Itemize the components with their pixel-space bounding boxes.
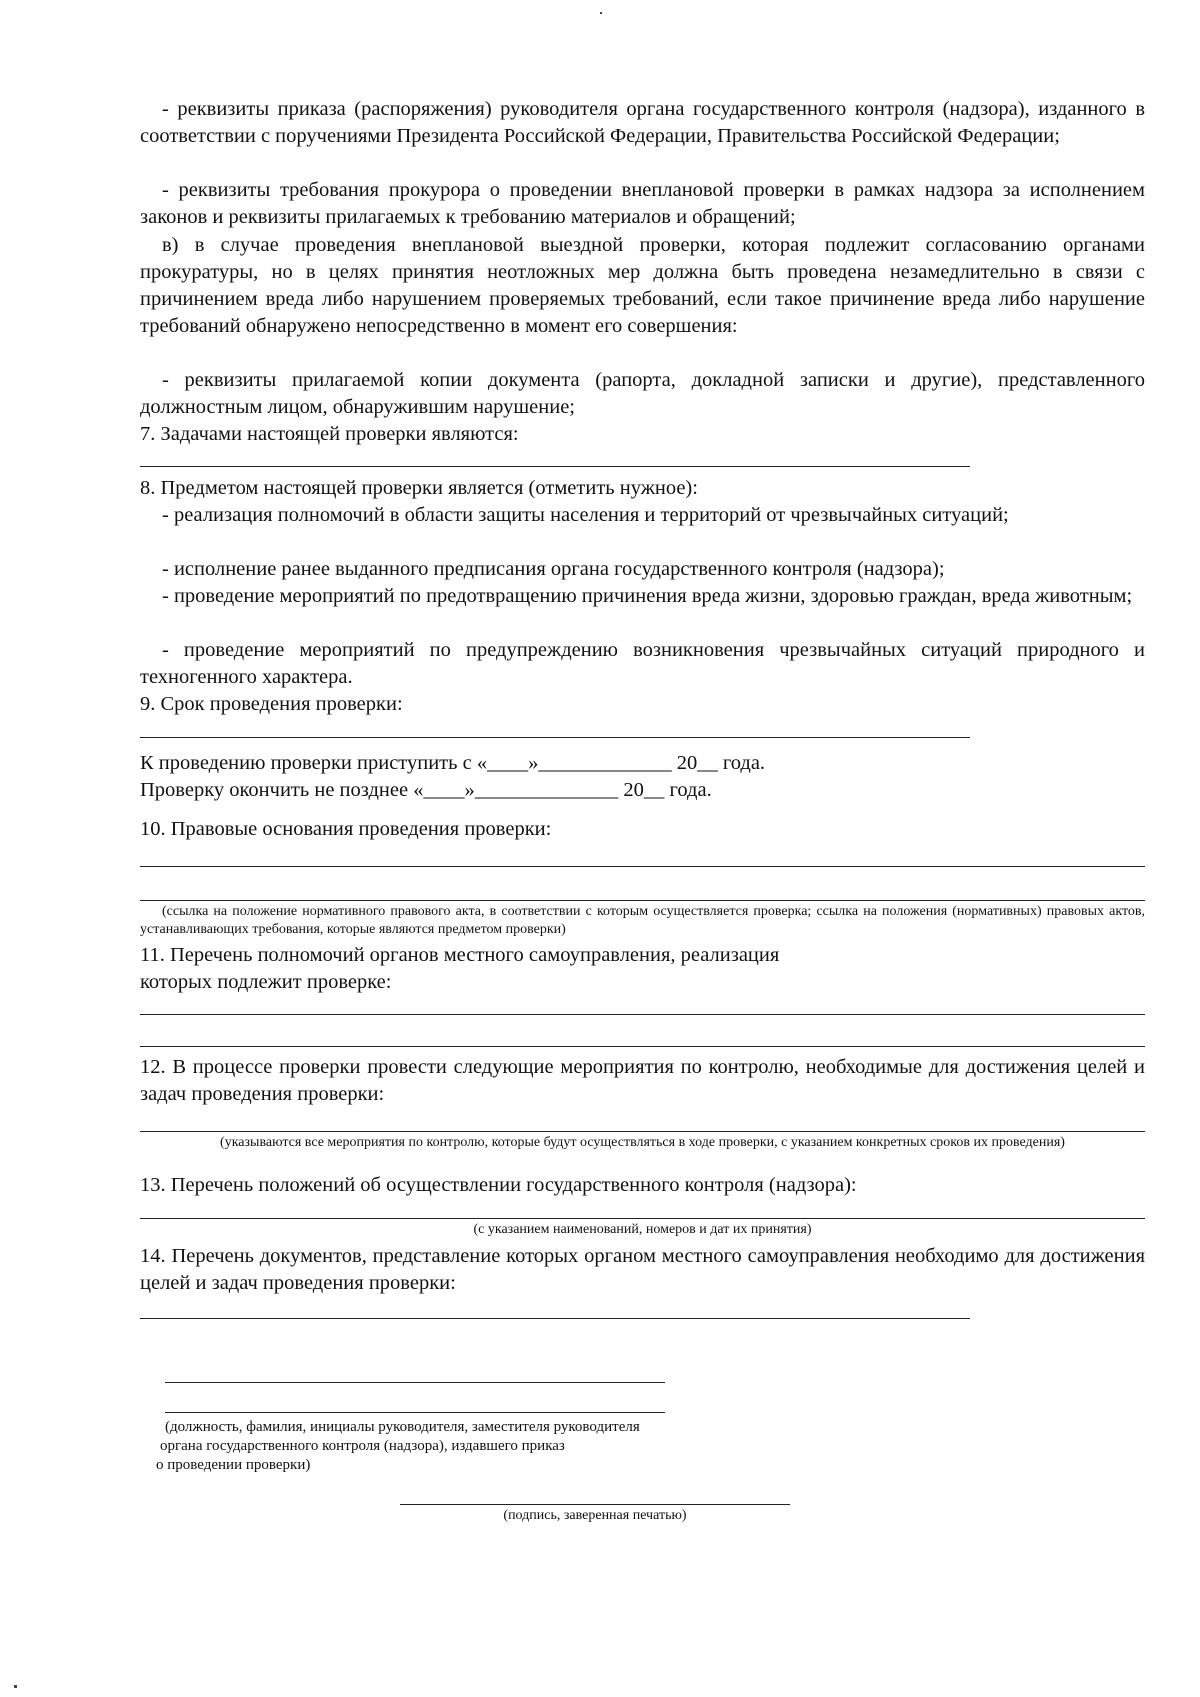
signature-caption-line-2: органа государственного контроля (надзора), издавшего приказ bbox=[160, 1438, 565, 1454]
section-7-heading: 7. Задачами настоящей проверки являются: bbox=[140, 423, 519, 445]
paragraph-unplanned-inspection: в) в случае проведения внеплановой выездной проверки, которая подлежит согласованию органами прокуратуры, но в целях принятия неотложных мер должна быть проведена незамедлительно в связи с причинением вреда либо нарушением проверяемых требований, если такое причинение вреда либо нарушение требований обнаружено непосредственно в момент его совершения: bbox=[140, 234, 1145, 337]
section-8-item-prescription: - исполнение ранее выданного предписания органа государственного контроля (надзора); bbox=[162, 558, 945, 580]
signature-line-2 bbox=[165, 1412, 665, 1413]
section-13-fill-line bbox=[140, 1218, 1145, 1219]
paragraph-prosecutor-requirement: - реквизиты требования прокурора о проведении внеплановой проверки в рамках надзора за исполнением законов и реквизиты прилагаемых к требованию материалов и обращений; bbox=[140, 179, 1145, 228]
end-date-line: Проверку окончить не позднее «____»______________ 20__ года. bbox=[140, 779, 712, 801]
stamp-signature-caption: (подпись, заверенная печатью) bbox=[503, 1508, 687, 1523]
section-12-heading: 12. В процессе проверки провести следующие мероприятия по контролю, необходимые для достижения целей и задач проведения проверки: bbox=[140, 1056, 1145, 1105]
section-12-caption: (указываются все мероприятия по контролю, которые будут осуществляться в ходе проверки, с указанием конкретных сроков их проведения) bbox=[220, 1135, 1065, 1150]
start-date-line: К проведению проверки приступить с «____»_____________ 20__ года. bbox=[140, 752, 766, 774]
stamp-signature-line bbox=[400, 1504, 790, 1505]
paragraph-report-copy: - реквизиты прилагаемой копии документа (рапорта, докладной записки и другие), представленного должностным лицом, обнаружившим нарушение; bbox=[140, 369, 1145, 418]
section-13-caption: (с указанием наименований, номеров и дат их принятия) bbox=[473, 1222, 812, 1237]
section-8-item-protection: - реализация полномочий в области защиты населения и территорий от чрезвычайных ситуаций; bbox=[162, 504, 1009, 526]
signature-caption-line-1: (должность, фамилия, инициалы руководителя, заместителя руководителя bbox=[165, 1419, 640, 1435]
section-14-heading: 14. Перечень документов, представление которых органом местного самоуправления необходимо для достижения целей и задач проведения проверки: bbox=[140, 1245, 1145, 1294]
section-8-item-harm-prevention: - проведение мероприятий по предотвращению причинения вреда жизни, здоровью граждан, вреда животным; bbox=[162, 585, 1133, 607]
section-11-heading-line-2: которых подлежит проверке: bbox=[140, 971, 392, 993]
section-10-fill-line-1 bbox=[140, 866, 1145, 867]
section-12-fill-line bbox=[140, 1131, 1145, 1132]
section-10-heading: 10. Правовые основания проведения проверки: bbox=[140, 818, 552, 840]
section-11-fill-line-1 bbox=[140, 1014, 1145, 1015]
section-8-item-emergency-prevention: - проведение мероприятий по предупреждению возникновения чрезвычайных ситуаций природного и техногенного характера. bbox=[140, 639, 1145, 688]
section-11-heading-line-1: 11. Перечень полномочий органов местного самоуправления, реализация bbox=[140, 944, 780, 966]
section-11-fill-line-2 bbox=[140, 1046, 1145, 1047]
paragraph-order-details: - реквизиты приказа (распоряжения) руководителя органа государственного контроля (надзора), изданного в соответствии с поручениями Президента Российской Федерации, Правительства Российской Федерации; bbox=[140, 98, 1145, 147]
scan-speck bbox=[14, 1685, 17, 1688]
section-9-heading: 9. Срок проведения проверки: bbox=[140, 693, 403, 715]
section-10-fill-line-2 bbox=[140, 900, 1145, 901]
section-13-heading: 13. Перечень положений об осуществлении государственного контроля (надзора): bbox=[140, 1174, 857, 1196]
signature-line-1 bbox=[165, 1382, 665, 1383]
signature-caption-line-3: о проведении проверки) bbox=[156, 1457, 311, 1473]
section-7-fill-line bbox=[140, 466, 970, 467]
section-9-fill-line bbox=[140, 737, 970, 738]
scan-speck bbox=[600, 12, 602, 14]
section-8-heading: 8. Предметом настоящей проверки является (отметить нужное): bbox=[140, 477, 698, 499]
section-10-caption: (ссылка на положение нормативного правового акта, в соответствии с которым осуществляется проверка; ссылка на положения (нормативных) правовых актов, устанавливающих требования, которые являются предметом проверки) bbox=[140, 904, 1145, 937]
section-14-fill-line bbox=[140, 1318, 970, 1319]
